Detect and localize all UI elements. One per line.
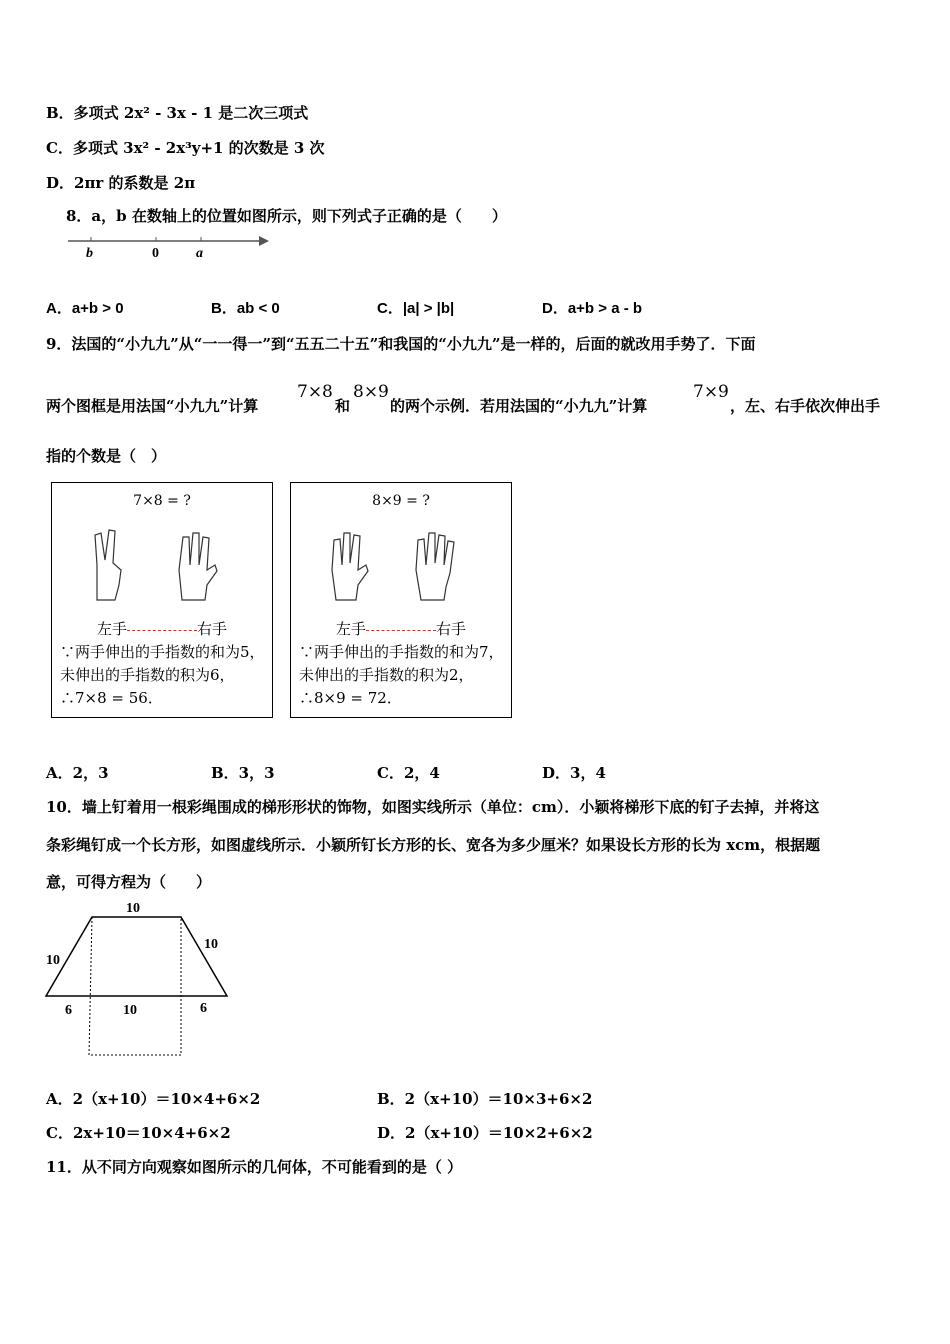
q7-option-c: C．多项式 3x² - 2x³y+1 的次数是 3 次 — [46, 139, 325, 157]
right-hand-icon — [179, 533, 217, 600]
box1-hands-labels — [52, 618, 272, 639]
q8-option-c: C．|a| > |b| — [377, 300, 455, 317]
q8-option-d: D．a+b > a - b — [542, 300, 643, 317]
box2-title: 8×9 = ? — [372, 493, 430, 509]
box1-title: 7×8 = ? — [133, 493, 191, 509]
q8-option-b: B．ab < 0 — [211, 300, 280, 317]
q7-option-d: D．2πr 的系数是 2π — [46, 174, 196, 192]
label-bottom-mid: 10 — [123, 1003, 137, 1018]
label-bottom-left: 6 — [65, 1003, 72, 1018]
example-box-7x8 — [51, 482, 273, 718]
label-a: a — [196, 246, 203, 261]
box2-right-label: 右手 — [436, 620, 467, 638]
trapezoid-solid — [46, 917, 227, 996]
q9-expr-8x9: 8×9 — [353, 382, 389, 402]
q9-option-d: D．3，4 — [542, 764, 606, 782]
q9-option-b: B．3，3 — [211, 764, 275, 782]
q10-option-d: D．2（x+10）＝10×2+6×2 — [377, 1124, 593, 1142]
q7-option-b: B．多项式 2x² - 3x - 1 是二次三项式 — [46, 104, 309, 122]
q8-stem: 8．a，b 在数轴上的位置如图所示，则下列式子正确的是（ ） — [66, 207, 507, 225]
q9-line3: 指的个数是（ ） — [46, 447, 167, 465]
left-hand-icon — [95, 530, 121, 600]
hands-illustration-1 — [87, 525, 237, 605]
box1-explanation: ∵两手伸出的手指数的和为5，未伸出的手指数的积为6，∴7×8 = 56． — [60, 643, 265, 707]
label-top: 10 — [126, 901, 140, 916]
left-hand-icon — [332, 533, 368, 600]
q11-stem: 11．从不同方向观察如图所示的几何体，不可能看到的是（ ） — [46, 1158, 463, 1176]
label-left: 10 — [46, 953, 60, 968]
q9-line2-b: 的两个示例．若用法国的“小九九”计算 — [390, 397, 648, 415]
q9-line2-c: ，左、右手依次伸出手 — [730, 397, 881, 415]
box2-left-label: 左手 — [335, 620, 366, 638]
number-line-figure — [64, 230, 274, 262]
label-b: b — [86, 246, 93, 261]
q10-option-c: C．2x+10＝10×4+6×2 — [46, 1124, 231, 1142]
label-0: 0 — [152, 246, 159, 261]
label-right: 10 — [204, 937, 218, 952]
box1-right-label: 右手 — [197, 620, 228, 638]
number-line-arrow — [259, 236, 269, 246]
box1-left-label: 左手 — [96, 620, 127, 638]
box2-explanation: ∵两手伸出的手指数的和为7，未伸出的手指数的积为2，∴8×9 = 72． — [299, 643, 504, 707]
q9-option-a: A．2，3 — [46, 764, 109, 782]
box2-hands-labels — [291, 618, 511, 639]
q9-line1: 9．法国的“小九九”从“一一得一”到“五五二十五”和我国的“小九九”是一样的，后面的就改用手势了．下面 — [46, 335, 756, 353]
right-hand-icon — [416, 533, 454, 600]
q10-line3: 意，可得方程为（ ） — [46, 873, 212, 891]
rectangle-dashed — [89, 917, 181, 1055]
q9-expr-7x9: 7×9 — [693, 382, 729, 402]
q10-option-a: A．2（x+10）＝10×4+6×2 — [46, 1090, 261, 1108]
q9-option-c: C．2，4 — [377, 764, 440, 782]
hands-illustration-2 — [326, 525, 476, 605]
q9-expr-7x8: 7×8 — [297, 382, 333, 402]
q8-option-a: A．a+b > 0 — [46, 300, 124, 317]
q10-option-b: B．2（x+10）＝10×3+6×2 — [377, 1090, 593, 1108]
trapezoid-figure — [40, 896, 240, 1062]
label-bottom-right: 6 — [200, 1001, 207, 1016]
q9-line2-and: 和 — [335, 397, 351, 415]
q10-line2: 条彩绳钉成一个长方形，如图虚线所示．小颖所钉长方形的长、宽各为多少厘米？如果设长方形的长为 xcm，根据题 — [46, 836, 821, 854]
example-box-8x9 — [290, 482, 512, 718]
q10-line1: 10．墙上钉着用一根彩绳围成的梯形形状的饰物，如图实线所示（单位：cm）．小颖将梯形下底的钉子去掉，并将这 — [46, 798, 820, 816]
q9-line2-a: 两个图框是用法国“小九九”计算 — [46, 397, 259, 415]
